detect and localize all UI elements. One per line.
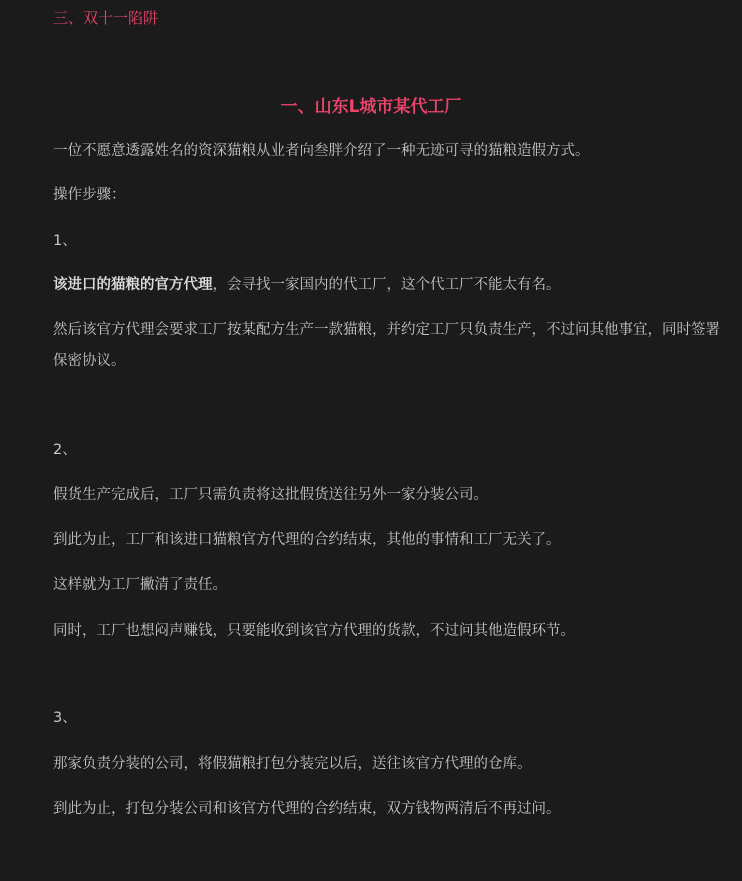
step-2-paragraph-4: 同时，工厂也想闷声赚钱，只要能收到该官方代理的货款，不过问其他造假环节。 [53,623,575,639]
step-2-paragraph-3: 这样就为工厂撇清了责任。 [53,577,227,593]
official-agent-strong-text: 该进口的猫粮的官方代理 [53,277,213,293]
steps-label: 操作步骤： [53,187,126,203]
intro-paragraph: 一位不愿意透露姓名的资深猫粮从业者向叁胖介绍了一种无迹可寻的猫粮造假方式。 [53,143,590,159]
step-1-paragraph-1 [53,270,723,301]
step-1-number: 1、 [53,233,77,249]
sub-heading: 一、山东L城市某代工厂 [280,97,462,117]
step-3-number: 3、 [53,710,77,726]
step-1-paragraph-1-rest: ，会寻找一家国内的代工厂，这个代工厂不能太有名。 [212,277,561,293]
step-2-paragraph-1: 假货生产完成后，工厂只需负责将这批假货送往另外一家分装公司。 [53,487,488,503]
step-3-paragraph-2: 到此为止，打包分装公司和该官方代理的合约结束，双方钱物两清后不再过问。 [53,801,561,817]
step-2-paragraph-2: 到此为止，工厂和该进口猫粮官方代理的合约结束，其他的事情和工厂无关了。 [53,532,561,548]
step-3-paragraph-1: 那家负责分装的公司，将假猫粮打包分装完以后，送往该官方代理的仓库。 [53,756,532,772]
step-1-paragraph-2: 然后该官方代理会要求工厂按某配方生产一款猫粮，并约定工厂只负责生产，不过问其他事宜，同时签署保密协议。 [53,322,720,369]
section-heading: 三、双十一陷阱 [53,9,159,27]
step-2-number: 2、 [53,442,77,458]
